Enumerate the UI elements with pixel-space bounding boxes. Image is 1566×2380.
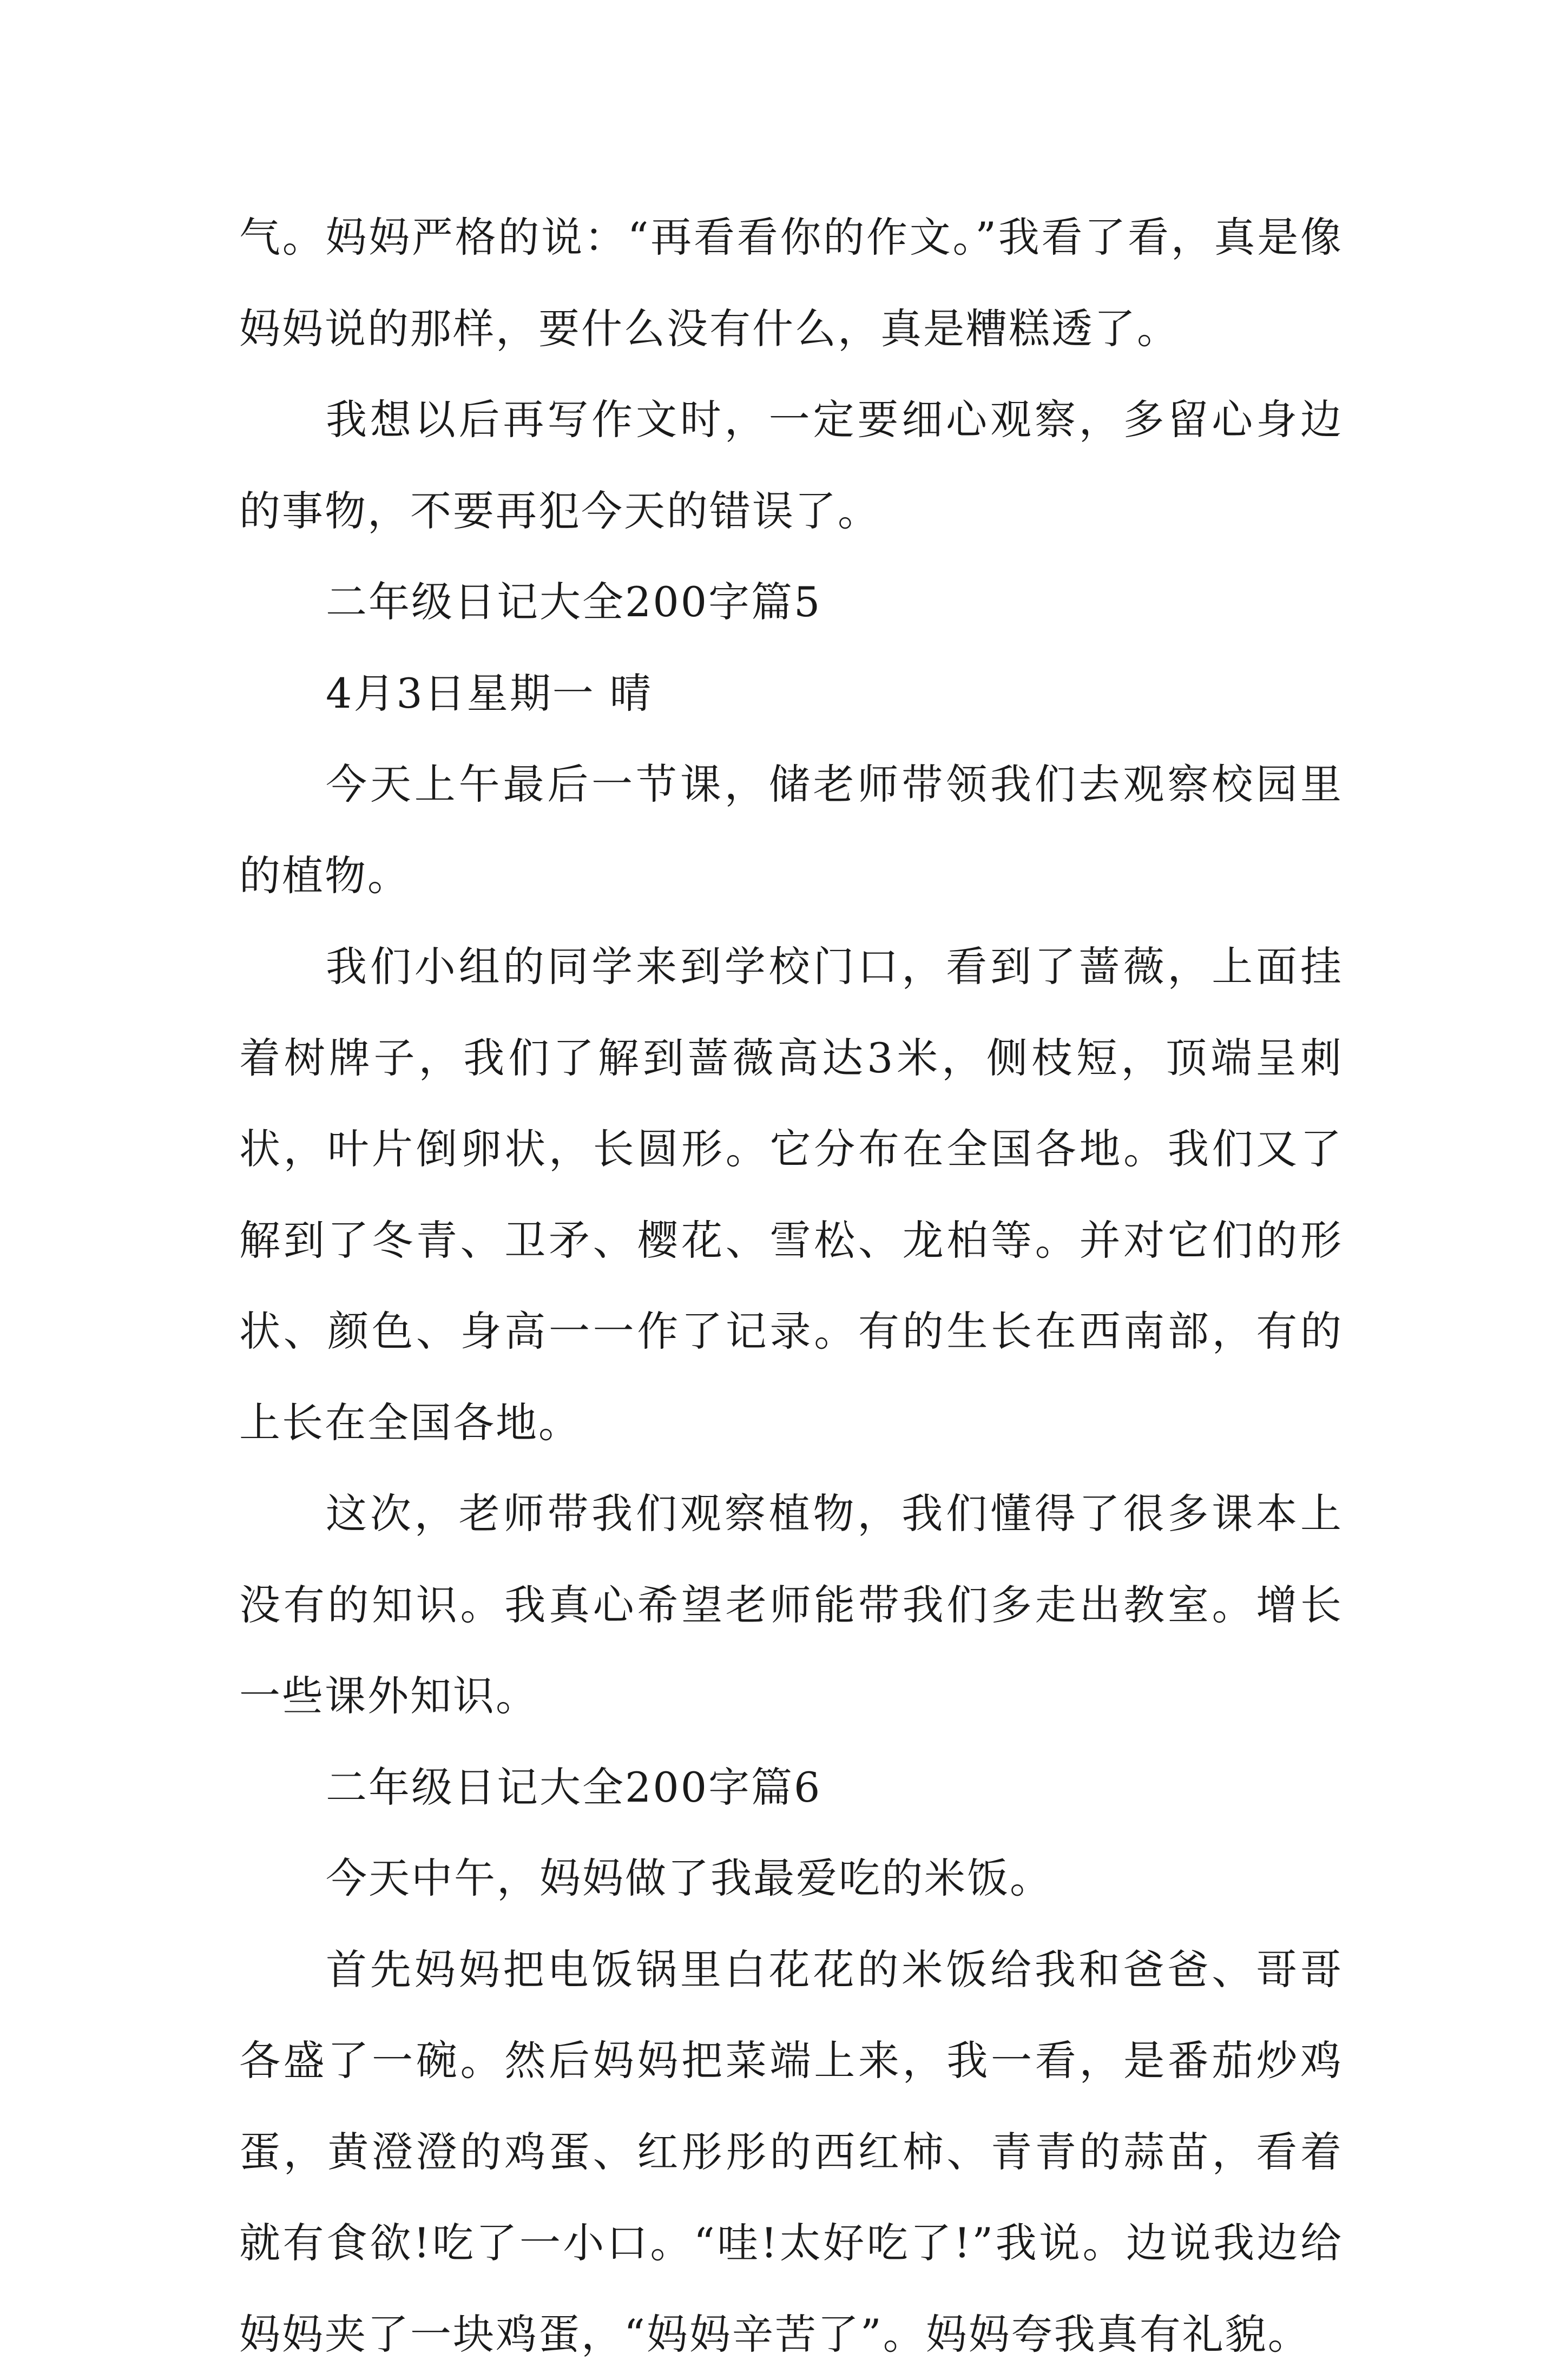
paragraph: 我想以后再写作文时，一定要细心观察，多留心身边的事物，不要再犯今天的错误了。 bbox=[239, 374, 1343, 557]
diary-date: 4月3日星期一 晴 bbox=[239, 648, 1343, 740]
section-heading: 二年级日记大全200字篇5 bbox=[239, 557, 1343, 648]
paragraph: 今天中午，妈妈做了我最爱吃的米饭。 bbox=[239, 1833, 1343, 1924]
paragraph-continuation: 气。妈妈严格的说：“再看看你的作文。”我看了看，真是像妈妈说的那样，要什么没有什么，真是糟糕透了。 bbox=[239, 192, 1343, 374]
paragraph: 今天上午最后一节课，储老师带领我们去观察校园里的植物。 bbox=[239, 739, 1343, 921]
paragraph: 我们小组的同学来到学校门口，看到了蔷薇，上面挂着树牌子，我们了解到蔷薇高达3米，侧枝短，顶端呈刺状，叶片倒卵状，长圆形。它分布在全国各地。我们又了解到了冬青、卫矛、樱花、雪松、龙柏等。并对它们的形状、颜色、身高一一作了记录。有的生长在西南部，有的上长在全国各地。 bbox=[239, 921, 1343, 1468]
document-body bbox=[239, 192, 1343, 2380]
section-heading: 二年级日记大全200字篇6 bbox=[239, 1742, 1343, 1834]
paragraph: 首先妈妈把电饭锅里白花花的米饭给我和爸爸、哥哥各盛了一碗。然后妈妈把菜端上来，我一看，是番茄炒鸡蛋，黄澄澄的鸡蛋、红彤彤的西红柿、青青的蒜苗，看着就有食欲!吃了一小口。“哇!太好吃了!”我说。边说我边给妈妈夹了一块鸡蛋，“妈妈辛苦了”。妈妈夸我真有礼貌。 bbox=[239, 1924, 1343, 2380]
paragraph: 这次，老师带我们观察植物，我们懂得了很多课本上没有的知识。我真心希望老师能带我们多走出教室。增长一些课外知识。 bbox=[239, 1468, 1343, 1742]
